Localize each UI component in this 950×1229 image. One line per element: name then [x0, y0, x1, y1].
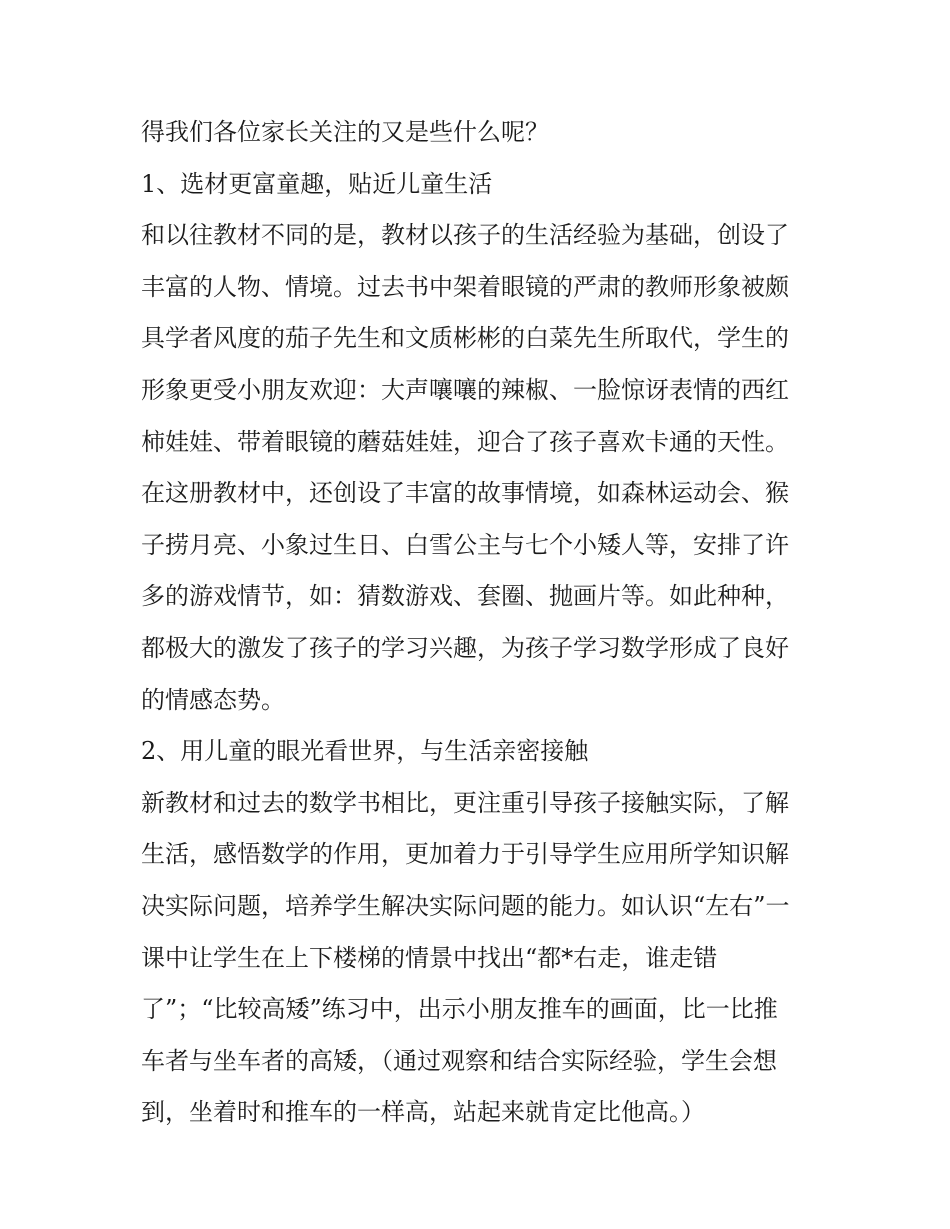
text-line: 决实际问题，培养学生解决实际问题的能力。如认识“左右”一: [141, 891, 790, 920]
text-line: 得我们各位家长关注的又是些什么呢？: [141, 118, 549, 146]
text-line: 形象更受小朋友欢迎：大声嚷嚷的辣椒、一脸惊讶表情的西红: [141, 375, 789, 404]
text-line: 具学者风度的茄子先生和文质彬彬的白菜先生所取代，学生的: [141, 324, 789, 353]
text-line: 丰富的人物、情境。过去书中架着眼镜的严肃的教师形象被颇: [141, 272, 789, 301]
text-line: 了”；“比较高矮”练习中，出示小朋友推车的画面，比一比推: [141, 995, 778, 1024]
document-body: [141, 107, 821, 1139]
text-line: 多的游戏情节，如：猜数游戏、套圈、抛画片等。如此种种，: [141, 582, 789, 611]
text-line: 新教材和过去的数学书相比，更注重引导孩子接触实际，了解: [141, 788, 789, 817]
text-line: 生活，感悟数学的作用，更加着力于引导学生应用所学知识解: [141, 840, 789, 869]
text-line: 都极大的激发了孩子的学习兴趣，为孩子学习数学形成了良好: [141, 633, 789, 662]
text-line: 柿娃娃、带着眼镜的蘑菇娃娃，迎合了孩子喜欢卡通的天性。: [141, 427, 789, 456]
section-heading-1: 1、选材更富童趣，贴近儿童生活: [141, 169, 493, 198]
text-line: 到，坐着时和推车的一样高，站起来就肯定比他高。）: [141, 1098, 705, 1127]
text-line: 的情感态势。: [141, 685, 285, 714]
text-line: 车者与坐车者的高矮，（通过观察和结合实际经验，学生会想: [141, 1046, 777, 1075]
text-line: 课中让学生在上下楼梯的情景中找出“都*右走，谁走错: [141, 943, 718, 972]
text-line: 和以往教材不同的是，教材以孩子的生活经验为基础，创设了: [141, 221, 789, 250]
text-line: 在这册教材中，还创设了丰富的故事情境，如森林运动会、猴: [141, 479, 789, 508]
section-heading-2: 2、用儿童的眼光看世界，与生活亲密接触: [141, 737, 589, 766]
text-line: 子捞月亮、小象过生日、白雪公主与七个小矮人等，安排了许: [141, 530, 789, 559]
